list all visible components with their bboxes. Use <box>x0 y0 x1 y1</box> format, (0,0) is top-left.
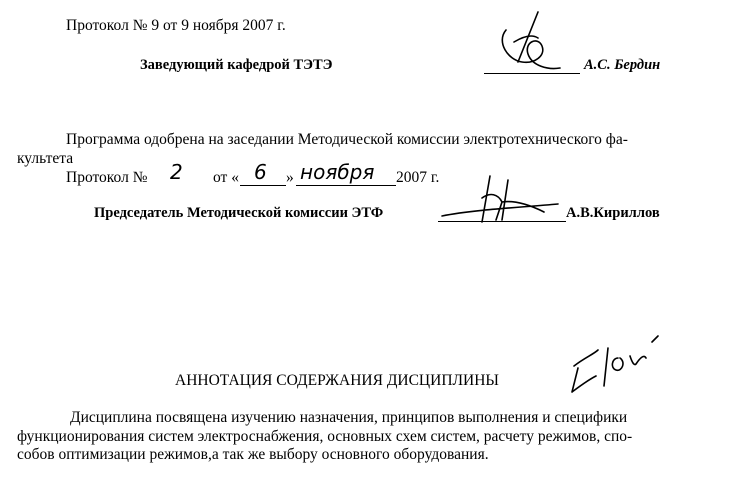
protocol2-month-line <box>296 185 396 186</box>
annotation-line-3: собов оптимизации режимов,а так же выбору основного оборудования. <box>17 446 489 463</box>
protocol2-number: 2 <box>170 160 183 184</box>
handwritten-mark <box>564 328 694 398</box>
protocol2-day: 6 <box>254 160 267 184</box>
chair-name: А.В.Кириллов <box>566 205 660 221</box>
protocol2-month: ноября <box>300 160 375 184</box>
protocol2-ot: от « <box>213 169 239 186</box>
head-name: А.С. Бердин <box>584 57 661 73</box>
approval-line-2: культета <box>17 150 74 167</box>
chair-signature <box>432 172 572 232</box>
protocol2-day-line <box>240 185 286 186</box>
protocol-line: Протокол № 9 от 9 ноября 2007 г. <box>66 17 286 34</box>
chair-title: Председатель Методической комиссии ЭТФ <box>94 205 384 221</box>
protocol2-prefix: Протокол № <box>66 169 148 186</box>
annotation-line-2: функционирования систем электроснабжения, основных схем систем, расчету режимов, спо- <box>17 428 633 445</box>
head-signature <box>488 8 568 88</box>
head-title: Заведующий кафедрой ТЭТЭ <box>140 57 333 73</box>
approval-line-1: Программа одобрена на заседании Методической комиссии электротехнического фа- <box>66 131 628 148</box>
protocol2-year: 2007 г. <box>396 169 440 186</box>
protocol2-close-quote: » <box>286 169 294 186</box>
annotation-heading: АННОТАЦИЯ СОДЕРЖАНИЯ ДИСЦИПЛИНЫ <box>175 372 499 389</box>
annotation-line-1: Дисциплина посвящена изучению назначения, принципов выполнения и специфики <box>70 409 628 426</box>
